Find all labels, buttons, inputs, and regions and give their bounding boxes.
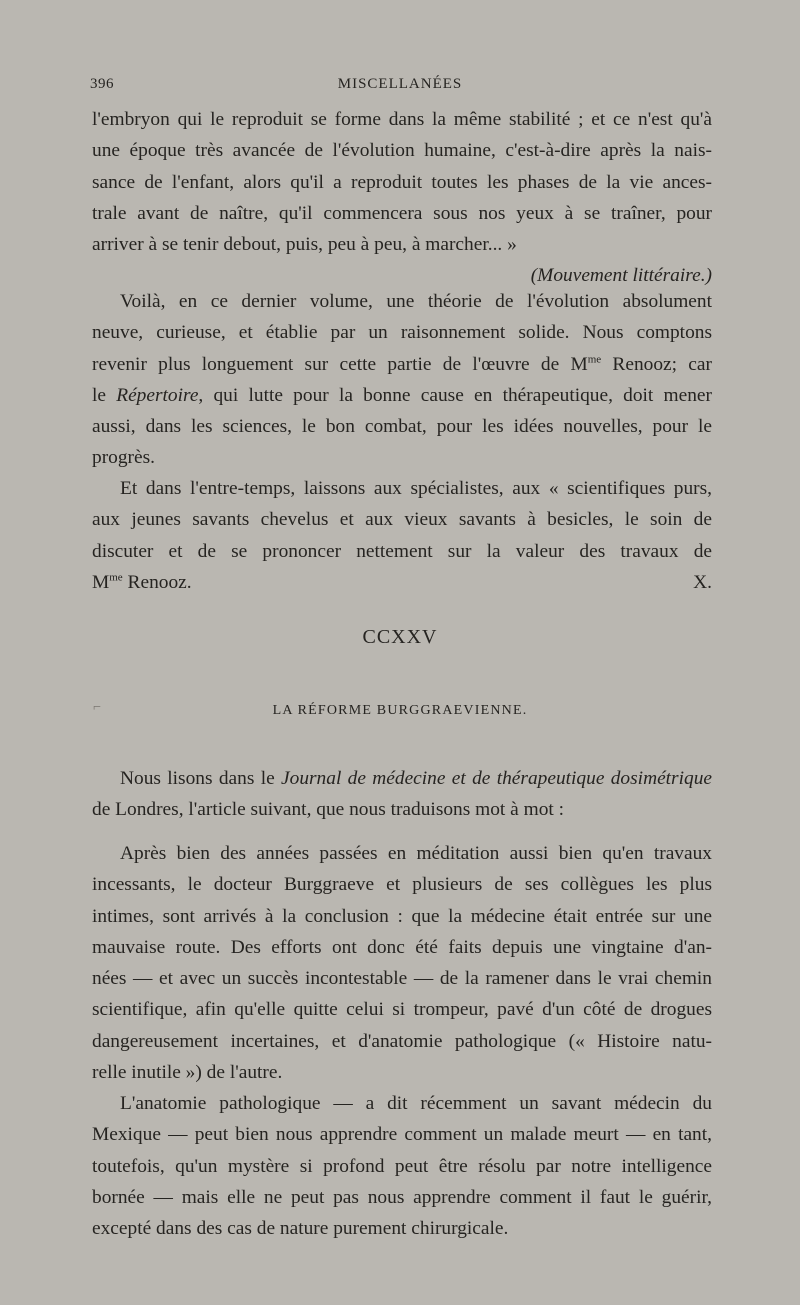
text-line: sance de l'enfant, alors qu'il a reproduit toutes les phases de la vie ances- — [92, 171, 712, 193]
text-line: aussi, dans les sciences, le bon combat, pour les idées nouvelles, pour le — [92, 416, 712, 438]
running-title: MISCELLANÉES — [337, 76, 463, 92]
page-header — [90, 76, 710, 98]
text-line: L'anatomie pathologique — a dit récemment un savant médecin du — [120, 1093, 712, 1114]
text-line: revenir plus longuement sur cette partie de l'œuvre de $M^{me}$ Renooz; car — [92, 353, 712, 375]
text-line: de Londres, l'article suivant, que nous traduisons mot à mot : — [92, 799, 565, 821]
text-line: Voilà, en ce dernier volume, une théorie de l'évolution absolument — [120, 291, 712, 312]
text-line: Mexique — peut bien nous apprendre comment un malade meurt — en tant, — [92, 1124, 712, 1146]
text-line: l'embryon qui le reproduit se forme dans la même stabilité ; et ce n'est qu'à — [92, 109, 712, 130]
journal-title: Journal de médecine et de thérapeutique dosimétrique — [281, 768, 712, 789]
text-line: trale avant de naître, qu'il commencera sous nos yeux à se traîner, pour — [92, 202, 712, 224]
text-line: nées — et avec un succès incontestable — de la ramener dans le vrai chemin — [92, 968, 712, 990]
text-line: dangereusement incertaines, et d'anatomie pathologique (« Histoire natu- — [92, 1030, 712, 1052]
signature: X. — [693, 571, 712, 593]
paragraph-nous-lisons — [92, 763, 712, 826]
paragraph-anatomie — [92, 1088, 712, 1244]
paragraph-apres — [92, 838, 712, 1088]
journal-title: Répertoire — [116, 384, 199, 406]
section-number: CCXXV — [362, 626, 438, 648]
text-line: discuter et de se prononcer nettement sur la valeur des travaux de — [92, 540, 712, 562]
text-line: relle inutile ») de l'autre. — [92, 1062, 283, 1084]
source-citation: (Mouvement littéraire.) — [530, 265, 712, 287]
text-line: neuve, curieuse, et établie par un raisonnement solide. Nous comptons — [92, 322, 712, 344]
text-line: scientifique, afin qu'elle quitte celui si trompeur, pavé d'un côté de drogues — [92, 999, 712, 1021]
text-line: arriver à se tenir debout, puis, peu à peu, à marcher... » — [92, 234, 517, 256]
text-line: une époque très avancée de l'évolution humaine, c'est-à-dire après la nais- — [92, 140, 712, 162]
page-number: 396 — [90, 76, 114, 92]
paragraph-quote-end — [92, 104, 712, 292]
text-line: le Répertoire, qui lutte pour la bonne cause en thérapeutique, doit mener — [92, 384, 712, 406]
text-line: mauvaise route. Des efforts ont donc été faits depuis une vingtaine d'an- — [92, 936, 712, 958]
text-line: excepté dans des cas de nature purement chirurgicale. — [92, 1218, 509, 1240]
text-line: incessants, le docteur Burggraeve et plusieurs de ses collègues les plus — [92, 874, 712, 896]
text-line: $M^{me}$ Renooz. X. — [92, 567, 712, 598]
text-line: intimes, sont arrivés à la conclusion : que la médecine était entrée sur une — [92, 905, 712, 927]
text-line: Après bien des années passées en méditation aussi bien qu'en travaux — [120, 843, 712, 864]
section-title: LA RÉFORME BURGGRAEVIENNE. — [272, 703, 528, 718]
paragraph-voila — [92, 286, 712, 474]
text-line: aux jeunes savants chevelus et aux vieux savants à besicles, le soin de — [92, 509, 712, 531]
smudge-mark: ⌐ — [93, 700, 101, 715]
text-line: toutefois, qu'un mystère si profond peut être résolu par notre intelligence — [92, 1155, 712, 1177]
text-line: bornée — mais elle ne peut pas nous apprendre comment il faut le guérir, — [92, 1186, 712, 1208]
paragraph-entre-temps — [92, 473, 712, 598]
text-line: Nous lisons dans le Journal de médecine et de thérapeutique dosimétrique — [120, 768, 712, 789]
text-line: progrès. — [92, 447, 156, 469]
text-line: Et dans l'entre-temps, laissons aux spécialistes, aux « scientifiques purs, — [120, 478, 712, 499]
